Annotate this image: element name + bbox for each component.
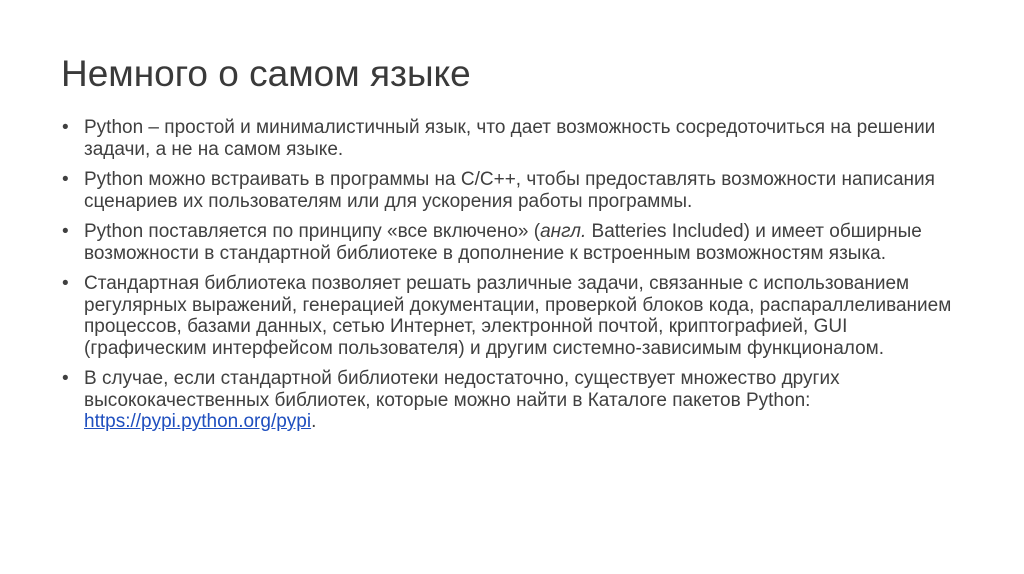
bullet-list bbox=[62, 117, 962, 442]
slide-title: Немного о самом языке bbox=[61, 53, 471, 94]
bullet-item-3 bbox=[62, 221, 962, 264]
bullet-item-1 bbox=[62, 117, 962, 160]
bullet-icon: • bbox=[62, 273, 69, 294]
bullet-item-4 bbox=[62, 273, 962, 359]
bullet-icon: • bbox=[62, 368, 69, 389]
bullet-icon: • bbox=[62, 169, 69, 190]
bullet-icon: • bbox=[62, 117, 69, 138]
bullet-text-after: Batteries Included) и имеет обширные возможности в стандартной библиотеке в дополнение к встроенным возможностям языка. bbox=[84, 221, 922, 264]
bullet-text: Python можно встраивать в программы на C/C++, чтобы предоставлять возможности написания сценариев их пользователям или для ускорения работы программы. bbox=[84, 169, 935, 212]
pypi-link[interactable]: https://pypi.python.org/pypi bbox=[84, 411, 312, 432]
bullet-text-before: В случае, если стандартной библиотеки недостаточно, существует множество других высококачественных библиотек, которые можно найти в Каталоге пакетов Python: bbox=[84, 368, 840, 411]
bullet-icon: • bbox=[62, 221, 69, 242]
bullet-text-after: . bbox=[311, 411, 317, 432]
bullet-text-italic: англ. bbox=[540, 221, 587, 242]
bullet-text-before: Python поставляется по принципу «все включено» ( bbox=[84, 221, 541, 242]
bullet-item-5 bbox=[62, 368, 962, 433]
bullet-item-2 bbox=[62, 169, 962, 212]
bullet-text: Стандартная библиотека позволяет решать различные задачи, связанные с использованием регулярных выражений, генерацией документации, проверкой блоков кода, распараллеливанием процессов, базами данных, сетью Интернет, электронной почтой, криптографией, GUI (графическим интерфейсом пользователя) и другим системно-зависимым функционалом. bbox=[84, 273, 952, 359]
bullet-text: Python – простой и минималистичный язык, что дает возможность сосредоточиться на решении задачи, а не на самом языке. bbox=[84, 117, 936, 160]
